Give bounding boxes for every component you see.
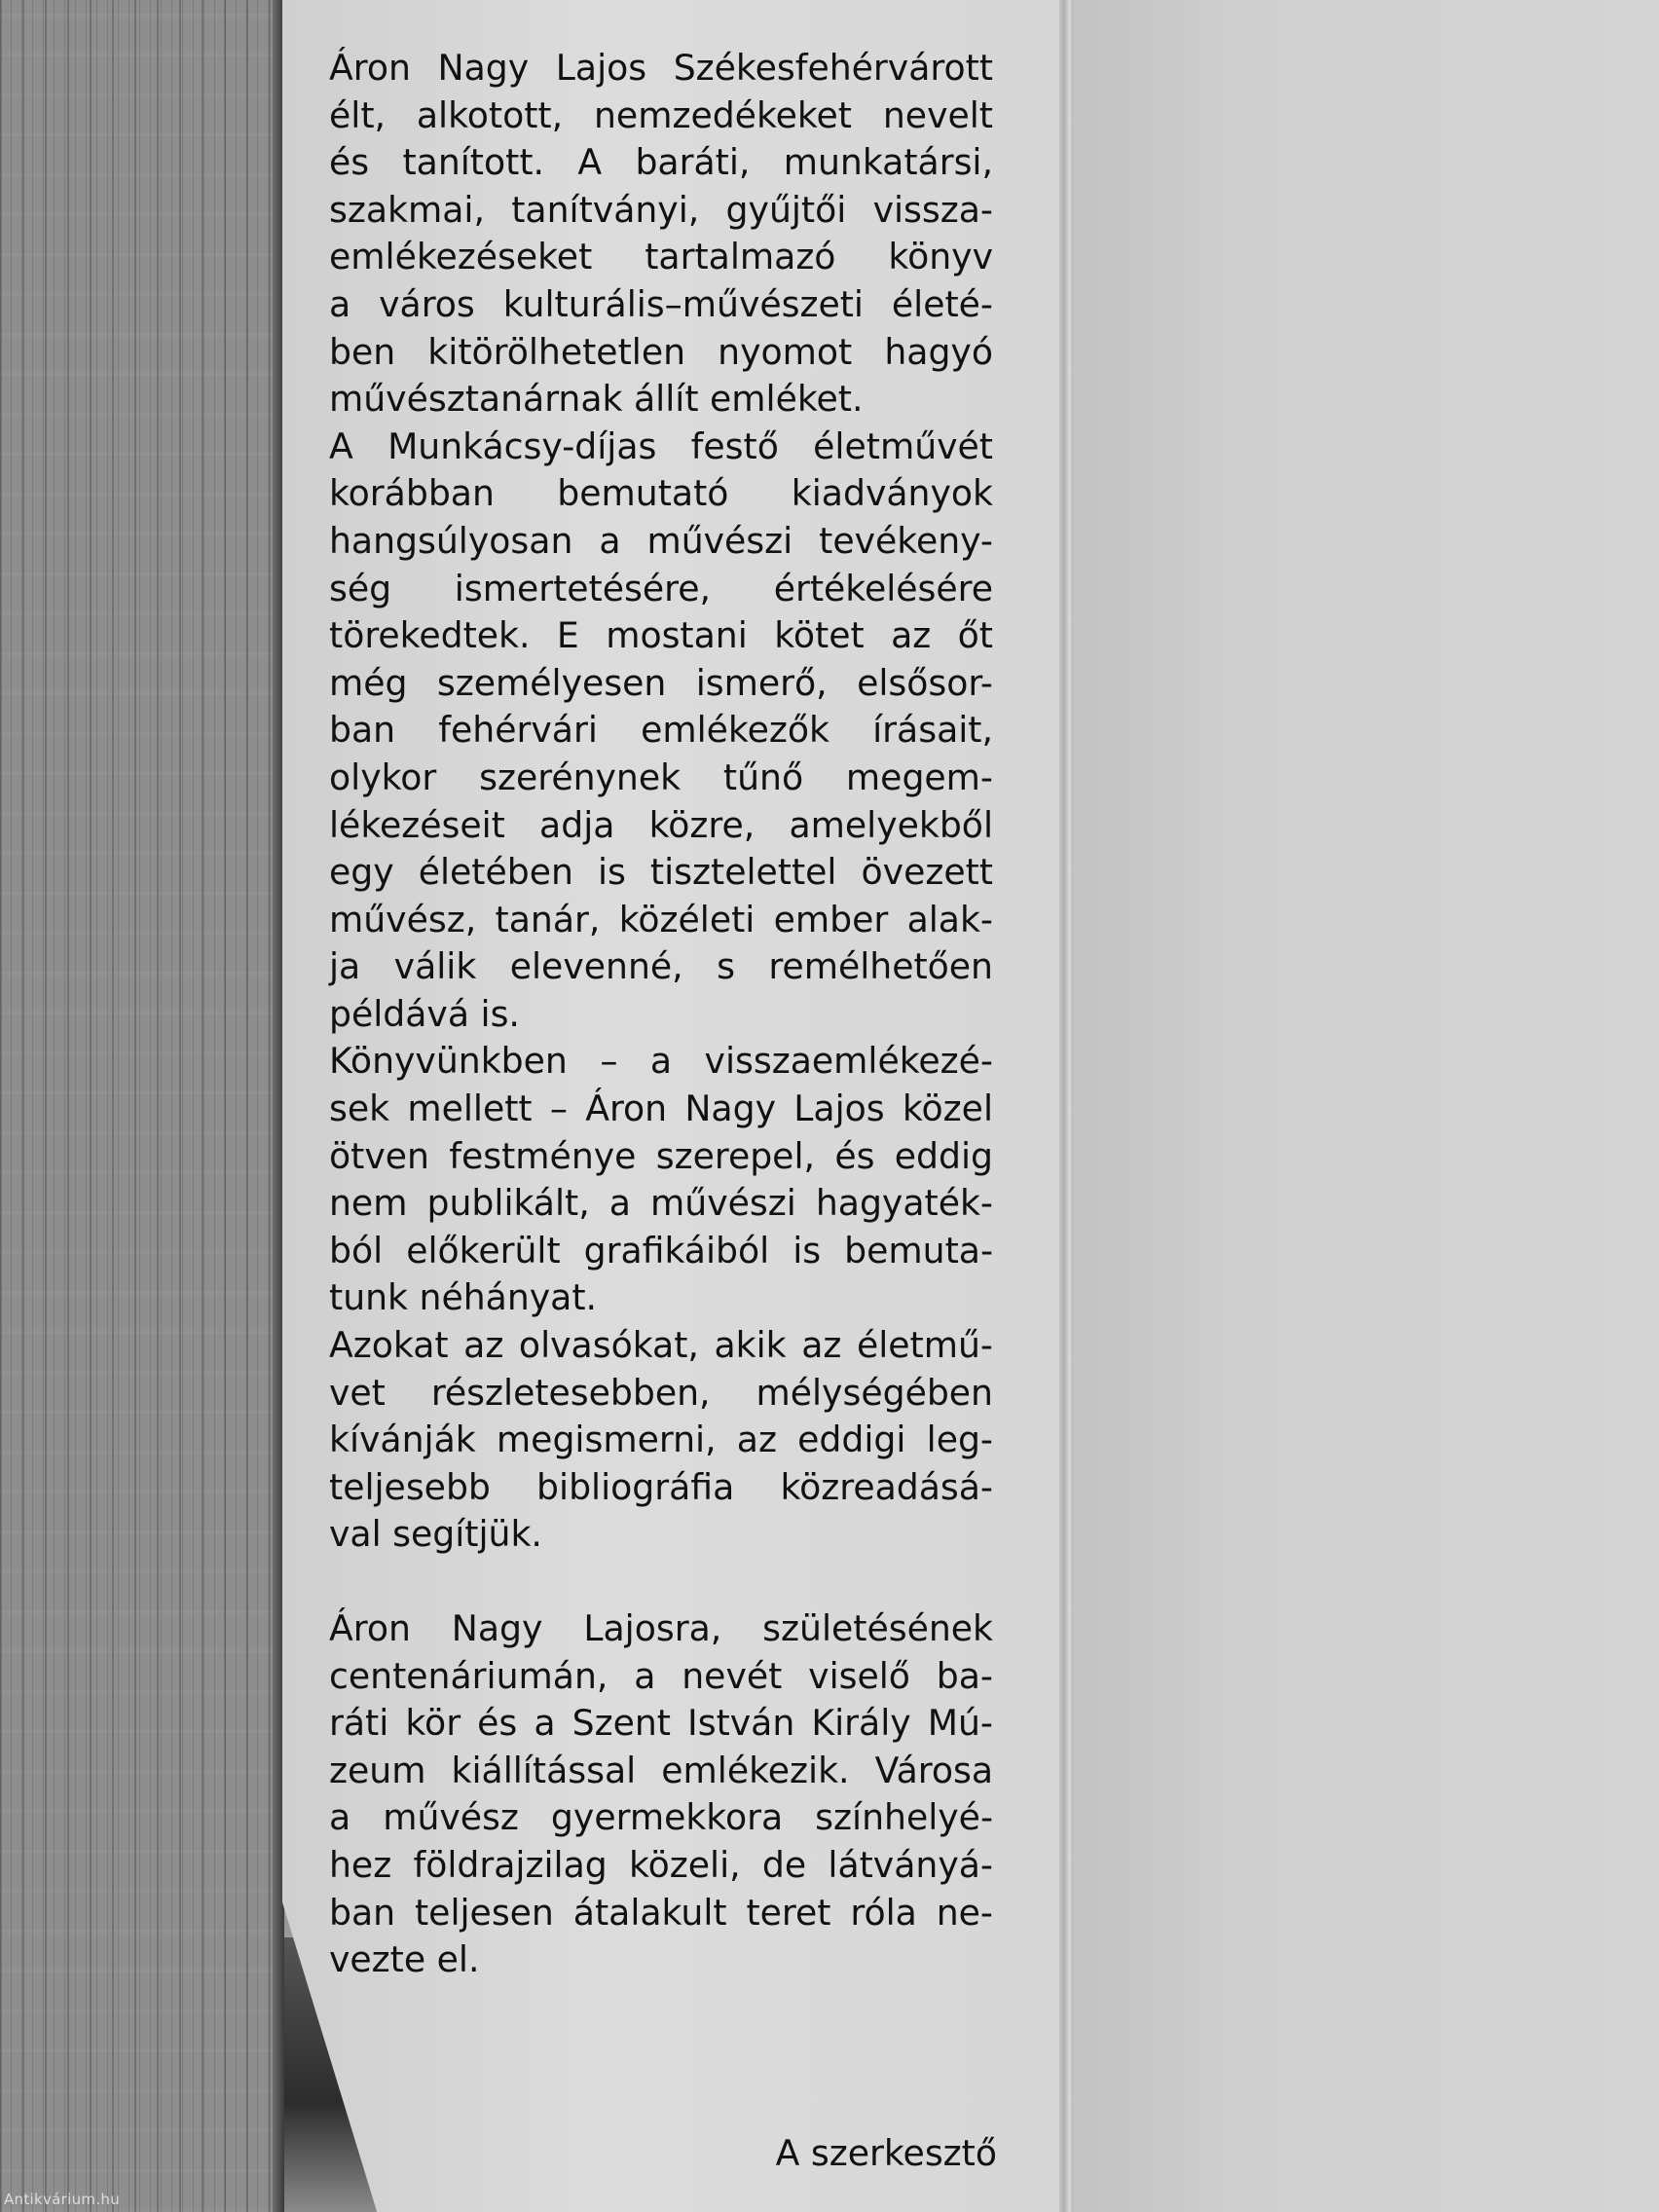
- text-line: korábban bemutató kiadványok: [329, 472, 993, 515]
- text-line: teljesebb bibliográfia közreadásá-: [329, 1465, 993, 1508]
- text-line: művésztanárnak állít emléket.: [329, 378, 864, 421]
- text-line: vezte el.: [329, 1938, 480, 1981]
- wood-background: [0, 0, 282, 2212]
- text-line: vet részletesebben, mélységében: [329, 1371, 993, 1414]
- text-line: törekedtek. E mostani kötet az őt: [329, 614, 993, 657]
- paragraph-2: [329, 424, 993, 1039]
- watermark: Antikvárium.hu: [4, 2191, 121, 2208]
- text-line: ötven festménye szerepel, és eddig: [329, 1134, 993, 1177]
- editor-signature: A szerkesztő: [775, 2132, 997, 2174]
- book-cover-page: [1066, 0, 1659, 2212]
- text-line: hez földrajzilag közeli, de látványá-: [329, 1843, 993, 1886]
- text-line: zeum kiállítással emlékezik. Városa: [329, 1749, 993, 1791]
- text-line: olykor szerénynek tűnő megem-: [329, 756, 993, 798]
- text-line: ség ismertetésére, értékelésére: [329, 567, 993, 609]
- flap-text: [329, 45, 993, 1984]
- paragraph-3: [329, 1038, 993, 1322]
- text-line: centenáriumán, a nevét viselő ba-: [329, 1654, 993, 1697]
- text-line: a művész gyermekkora színhelyé-: [329, 1796, 993, 1839]
- text-line: ben kitörölhetetlen nyomot hagyó: [329, 330, 993, 373]
- text-line: ja válik elevenné, s remélhetően: [329, 945, 993, 988]
- text-line: sek mellett – Áron Nagy Lajos közel: [329, 1088, 993, 1130]
- text-line: nem publikált, a művészi hagyaték-: [329, 1182, 993, 1225]
- paragraph-4: [329, 1322, 993, 1559]
- text-line: ból előkerült grafikáiból is bemuta-: [329, 1229, 993, 1272]
- paragraph-5: [329, 1605, 993, 1984]
- text-line: tunk néhányat.: [329, 1276, 598, 1319]
- text-line: még személyesen ismerő, elsősor-: [329, 661, 993, 704]
- text-line: és tanított. A baráti, munkatársi,: [329, 141, 993, 184]
- text-line: Azokat az olvasókat, akik az életmű-: [329, 1324, 993, 1367]
- text-line: emlékezéseket tartalmazó könyv: [329, 236, 993, 278]
- text-line: hangsúlyosan a művészi tevékeny-: [329, 519, 993, 562]
- text-line: ban fehérvári emlékezők írásait,: [329, 709, 993, 752]
- text-line: Könyvünkben – a visszaemlékezé-: [329, 1040, 993, 1083]
- text-line: Áron Nagy Lajosra, születésének: [329, 1607, 993, 1649]
- text-line: ráti kör és a Szent István Király Mú-: [329, 1702, 993, 1745]
- text-line: A Munkácsy-díjas festő életművét: [329, 424, 993, 467]
- paragraph-gap: [329, 1559, 993, 1605]
- text-line: szakmai, tanítványi, gyűjtői vissza-: [329, 188, 993, 231]
- text-line: a város kulturális–művészeti életé-: [329, 282, 993, 325]
- text-line: ban teljesen átalakult teret róla ne-: [329, 1891, 993, 1934]
- paragraph-1: [329, 45, 993, 424]
- text-line: val segítjük.: [329, 1513, 542, 1556]
- flap-fold-line: [1059, 0, 1069, 2212]
- text-line: élt, alkotott, nemzedékeket nevelt: [329, 93, 993, 136]
- text-line: Áron Nagy Lajos Székesfehérvárott: [329, 47, 993, 89]
- text-line: példává is.: [329, 992, 520, 1035]
- text-line: kívánják megismerni, az eddigi leg-: [329, 1419, 993, 1461]
- text-line: művész, tanár, közéleti ember alak-: [329, 898, 993, 940]
- text-line: lékezéseit adja közre, amelyekből: [329, 803, 993, 846]
- text-line: egy életében is tisztelettel övezett: [329, 851, 993, 894]
